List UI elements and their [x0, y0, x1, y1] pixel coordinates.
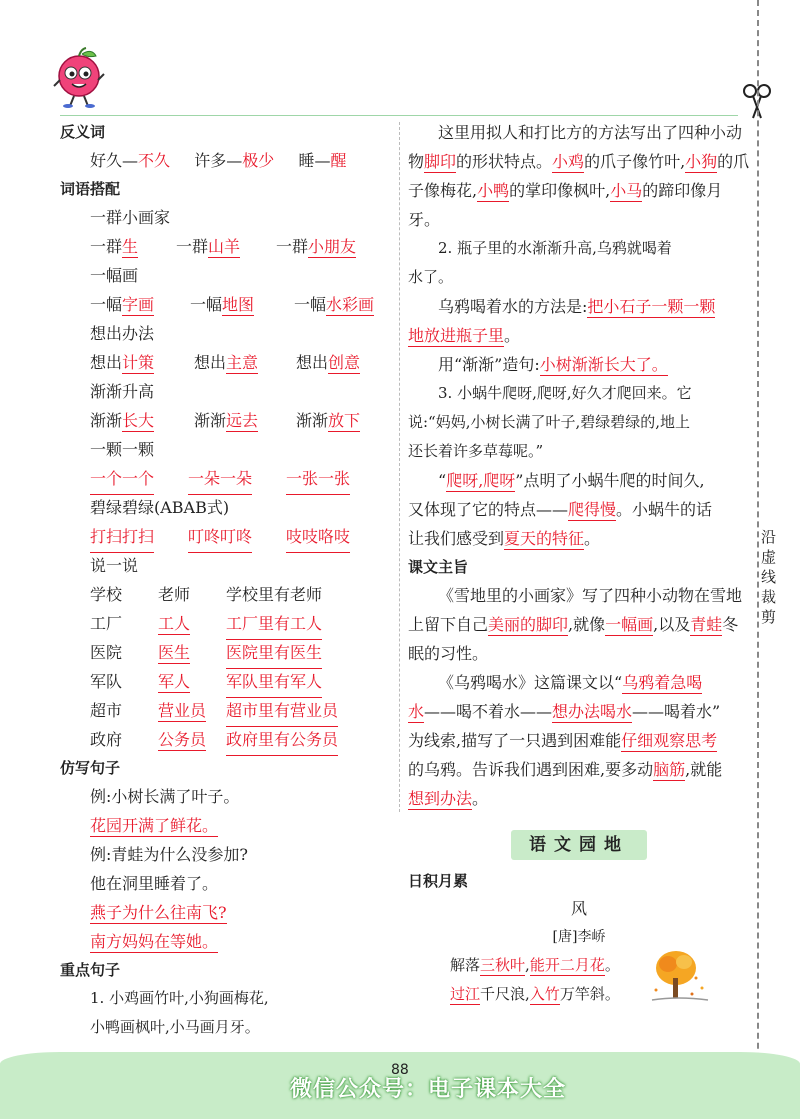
say-row: [60, 696, 395, 725]
answer: 小朋友: [308, 237, 357, 256]
antonym-pair: [298, 151, 346, 170]
text: 《雪地里的小画家》写了四种小动物在雪地上留下自己: [408, 586, 743, 634]
answer: 南方妈妈在等她。: [90, 932, 219, 951]
answer: 过江: [450, 985, 481, 1003]
text: ,以及: [653, 615, 691, 634]
right-column: [408, 118, 750, 1009]
page-number: 88: [391, 1062, 409, 1078]
analysis-paragraph: [408, 466, 750, 553]
place: 工厂: [90, 614, 123, 633]
prefix: 一幅: [190, 295, 223, 314]
antonyms-line: [60, 146, 395, 175]
text: 解落: [450, 956, 481, 974]
text: 3. 小蜗牛爬呀,爬呀,好久才爬回来。它: [438, 384, 692, 402]
prefix: 想出: [90, 353, 123, 372]
prefix: 渐渐: [296, 411, 329, 430]
header-rule: [60, 115, 738, 116]
person: 营业员: [158, 701, 207, 720]
say-row: [60, 667, 395, 696]
answer: 放下: [328, 411, 361, 430]
autumn-tree-icon: [648, 948, 710, 1004]
prefix: 渐渐: [90, 411, 123, 430]
say-heading: 说一说: [90, 556, 139, 575]
analysis-paragraph: [408, 292, 750, 350]
collocation-heading: 词语搭配: [60, 180, 121, 198]
answer: 长大: [122, 411, 155, 430]
answer: 入竹: [529, 985, 560, 1003]
text: ”点明了小蜗牛爬的时间久,: [515, 471, 705, 490]
say-row: [60, 609, 395, 638]
text: 的爪子像梅花,: [408, 152, 750, 200]
poem-author: [唐]李峤: [552, 929, 606, 945]
person: 公务员: [158, 730, 207, 749]
answer: 乌鸦着急喝: [622, 673, 703, 692]
answer: 脑筋: [653, 760, 686, 779]
theme-heading: 课文主旨: [408, 558, 469, 576]
person: 工人: [158, 614, 191, 633]
answer: 燕子为什么往南飞?: [90, 903, 227, 922]
text: 为线索,描写了一只遇到困难能: [408, 731, 622, 750]
answer: 一幅画: [605, 615, 654, 634]
collocation-pattern: 一幅画: [90, 266, 139, 285]
text: 的乌鸦。告诉我们遇到困难,要多动: [408, 760, 654, 779]
key-sentences-heading: 重点句子: [60, 961, 121, 979]
answer: 能开二月花: [529, 956, 605, 974]
answer: 花园开满了鲜花。: [90, 816, 219, 835]
collocation-pattern: 碧绿碧绿(ABAB式): [90, 498, 230, 517]
text: ——喝着水”: [632, 702, 721, 721]
accum-heading: 日积月累: [408, 872, 469, 890]
text: 《乌鸦喝水》这篇课文以“: [438, 673, 623, 692]
example-sentence: 他在洞里睡着了。: [90, 874, 219, 893]
text: 让我们感受到: [408, 529, 505, 548]
answer: 小鸡: [552, 152, 585, 171]
prefix: 一幅: [294, 295, 327, 314]
collocation-pattern: 一颗一颗: [90, 440, 155, 459]
answer: 远去: [226, 411, 259, 430]
text: 还长着许多草莓呢。”: [408, 442, 544, 460]
place: 政府: [90, 730, 123, 749]
say-row: [60, 638, 395, 667]
answer: 地放进瓶子里: [408, 326, 505, 345]
answer: 想办法喝水: [552, 702, 633, 721]
answer: 一张一张: [286, 464, 350, 495]
text: 。: [504, 326, 521, 345]
prefix: 渐渐: [194, 411, 227, 430]
text: 的爪子像竹叶,: [584, 152, 686, 171]
answer: 脚印: [424, 152, 457, 171]
answer: 夏天的特征: [504, 529, 585, 548]
text: 乌鸦喝着水的方法是:: [438, 297, 588, 316]
answer-sentence: [60, 898, 395, 927]
answer: 一朵一朵: [188, 464, 252, 495]
section-title: [408, 823, 750, 867]
text: 说:“妈妈,小树长满了叶子,碧绿碧绿的,地上: [408, 413, 691, 431]
answer: 计策: [122, 353, 155, 372]
imitate-heading: 仿写句子: [60, 759, 121, 777]
answer: 创意: [328, 353, 361, 372]
answer: 小马: [610, 181, 643, 200]
answer: 青蛙: [690, 615, 723, 634]
place: 军队: [90, 672, 123, 691]
say-row: [60, 725, 395, 754]
text: ——喝不着水——: [424, 702, 553, 721]
antonym-word: 好久—: [90, 151, 139, 170]
antonym-answer: 不久: [138, 151, 171, 170]
sentence: 军队里有军人: [226, 667, 322, 698]
answer: 仔细观察思考: [621, 731, 718, 750]
answer: 叮咚叮咚: [188, 522, 252, 553]
answer: 美丽的脚印: [488, 615, 569, 634]
prefix: 想出: [296, 353, 329, 372]
answer: 打扫打扫: [90, 522, 154, 553]
example-sentence: 例:小树长满了叶子。: [90, 787, 240, 806]
text: 的掌印像枫叶,: [509, 181, 611, 200]
cut-line: [757, 0, 759, 1119]
antonym-pair: [194, 151, 274, 170]
answer-sentence: [60, 811, 395, 840]
sentence: 医院里有医生: [226, 638, 322, 669]
prefix: 想出: [194, 353, 227, 372]
person: 军人: [158, 672, 191, 691]
collocation-pattern: 渐渐升高: [90, 382, 155, 401]
answer: 生: [122, 237, 139, 256]
antonym-pair: [90, 151, 170, 170]
sentence: 超市里有营业员: [226, 696, 338, 727]
key-sentence: 1. 小鸡画竹叶,小狗画梅花,: [90, 989, 269, 1007]
text: 的形状特点。: [456, 152, 553, 171]
sentence: 学校里有老师: [226, 585, 323, 604]
collocation-answers: [60, 406, 395, 435]
antonym-word: 许多—: [194, 151, 243, 170]
antonym-answer: 极少: [242, 151, 275, 170]
answer: 一个一个: [90, 464, 154, 495]
text: “: [438, 471, 447, 490]
text: 2. 瓶子里的水渐渐升高,乌鸦就喝着: [438, 239, 672, 257]
answer: 水: [408, 702, 425, 721]
theme-paragraph: [408, 581, 750, 668]
garden-title: 语文园地: [511, 830, 647, 860]
antonym-answer: 醒: [330, 151, 347, 170]
place: 超市: [90, 701, 123, 720]
place: 医院: [90, 643, 123, 662]
answer: 小鸭: [477, 181, 510, 200]
cut-note: 沿虚线裁剪: [761, 528, 777, 626]
collocation-pattern: 想出办法: [90, 324, 155, 343]
text: 万竿斜。: [559, 985, 620, 1003]
person: 医生: [158, 643, 191, 662]
collocation-answers: [60, 348, 395, 377]
left-column: [60, 118, 395, 1042]
text: 。小蜗牛的话: [616, 500, 713, 519]
collocation-answers: [60, 522, 395, 551]
column-divider: [399, 122, 400, 812]
answer: 山羊: [208, 237, 241, 256]
text: 又体现了它的特点——: [408, 500, 569, 519]
text: 水了。: [408, 268, 454, 286]
answer-sentence: [60, 927, 395, 956]
answer: 吱吱咯吱: [286, 522, 350, 553]
text: 。: [604, 956, 620, 974]
place: 学校: [90, 585, 123, 604]
answer: 把小石子一颗一颗: [587, 297, 716, 316]
key-sentence: 小鸭画枫叶,小马画月牙。: [90, 1018, 260, 1036]
text: ,就能: [685, 760, 723, 779]
text: 用“渐渐”造句:: [438, 355, 540, 374]
analysis-paragraph: [408, 350, 750, 379]
collocation-answers: [60, 290, 395, 319]
answer: 水彩画: [326, 295, 375, 314]
text: 。: [472, 789, 489, 808]
prefix: 一幅: [90, 295, 123, 314]
prefix: 一群: [276, 237, 309, 256]
prefix: 一群: [90, 237, 123, 256]
text: ,: [525, 956, 530, 974]
collocation-answers: [60, 232, 395, 261]
text: 。: [584, 529, 601, 548]
answer: 字画: [122, 295, 155, 314]
example-sentence: 例:青蛙为什么没参加?: [90, 845, 248, 864]
sentence: 工厂里有工人: [226, 609, 322, 640]
answer: 三秋叶: [480, 956, 526, 974]
text: 冬眠的习性。: [408, 615, 739, 663]
prefix: 一群: [176, 237, 209, 256]
collocation-pattern: 一群小画家: [90, 208, 171, 227]
answer: 想到办法: [408, 789, 473, 808]
text: 的蹄印像月牙。: [408, 181, 723, 229]
analysis-paragraph: [408, 118, 750, 234]
answer: 主意: [226, 353, 259, 372]
poem-title: 风: [570, 899, 587, 918]
text: 千尺浪,: [480, 985, 530, 1003]
answer: 小狗: [685, 152, 718, 171]
answer: 地图: [222, 295, 255, 314]
text: ,就像: [568, 615, 606, 634]
collocation-answers: [60, 464, 395, 493]
theme-paragraph: [408, 668, 750, 813]
antonyms-heading: 反义词: [60, 123, 106, 141]
apple-mascot-icon: [52, 46, 108, 108]
watermark: 微信公众号：电子课本大全: [290, 1077, 567, 1102]
sentence: 政府里有公务员: [226, 725, 338, 756]
key-sentence: [408, 234, 750, 292]
key-sentence: [408, 379, 750, 466]
answer: 爬得慢: [568, 500, 617, 519]
person: 老师: [158, 585, 191, 604]
text: 这里用拟人和打比方的方法写出了四种小动物: [408, 123, 743, 171]
antonym-word: 睡—: [298, 151, 331, 170]
say-row: [60, 580, 395, 609]
answer: 爬呀,爬呀: [446, 471, 516, 490]
answer: 小树渐渐长大了。: [539, 355, 668, 374]
